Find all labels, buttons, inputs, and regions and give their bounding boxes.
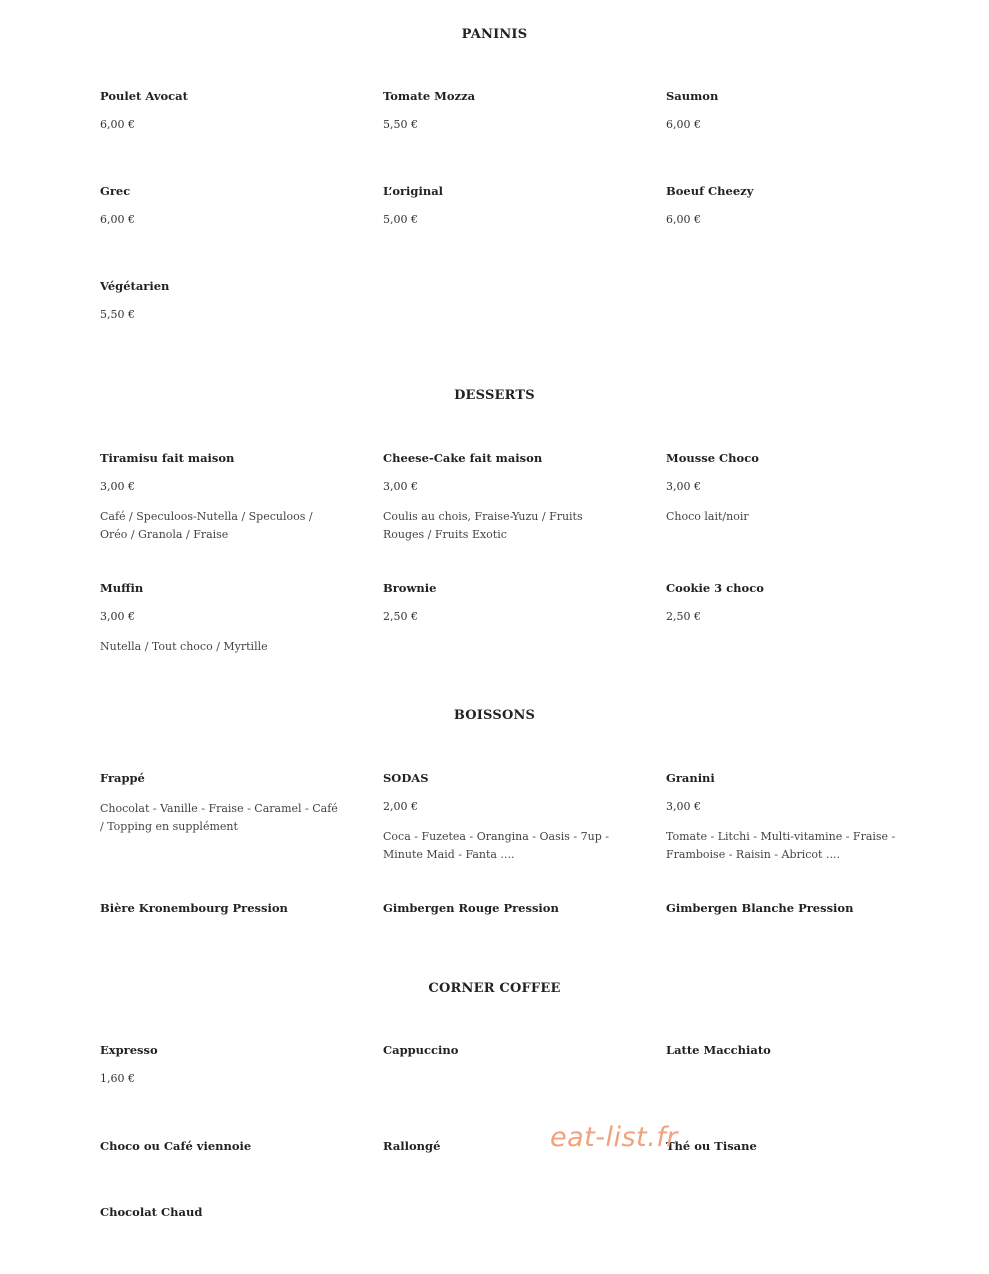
item-name: Boeuf Cheezy [666,184,754,198]
section-title-boissons: BOISSONS [453,708,536,723]
item-price: 2,50 € [383,610,418,623]
item-price: 3,00 € [100,480,135,493]
menu-item [666,184,906,227]
item-description: Tomate - Litchi - Multi-vitamine - Fraise - Framboise - Raisin - Abricot .... [666,830,896,861]
item-name: Latte Macchiato [666,1043,771,1057]
menu-item [100,771,340,836]
item-price: 6,00 € [666,118,701,131]
menu-item [383,1043,623,1058]
section-title-corner-coffee: CORNER COFFEE [428,981,561,996]
item-name: L’original [383,184,444,198]
menu-item [383,901,623,916]
menu-item [666,89,906,132]
item-name: Thé ou Tisane [666,1139,757,1153]
item-name: Brownie [383,581,437,595]
item-name: Bière Kronembourg Pression [100,901,288,915]
menu-item [383,184,623,227]
item-price: 1,60 € [100,1072,135,1085]
item-name: Mousse Choco [666,451,759,465]
item-price: 6,00 € [100,118,135,131]
menu-item [100,1139,340,1154]
item-price: 5,50 € [100,308,135,321]
menu-item [100,279,340,322]
item-name: Choco ou Café viennoie [100,1139,252,1153]
item-name: Frappé [100,771,145,785]
menu-item [666,451,906,526]
item-price: 3,00 € [100,610,135,623]
item-name: SODAS [383,771,429,785]
menu-item [100,1205,340,1220]
menu-item [666,1139,906,1154]
item-description: Coca - Fuzetea - Orangina - Oasis - 7up - Minute Maid - Fanta .... [383,830,609,861]
menu-item [100,451,340,544]
item-name: Rallongé [383,1139,441,1153]
item-name: Gimbergen Rouge Pression [383,901,559,915]
item-price: 6,00 € [100,213,135,226]
item-price: 6,00 € [666,213,701,226]
section-title-desserts: DESSERTS [454,388,535,403]
section-title-paninis: PANINIS [461,27,528,42]
item-name: Végétarien [100,279,170,293]
menu-item [666,1043,906,1058]
item-name: Saumon [666,89,719,103]
item-name: Grec [100,184,131,198]
menu-item [383,771,623,864]
item-price: 2,00 € [383,800,418,813]
item-price: 5,00 € [383,213,418,226]
item-name: Granini [666,771,715,785]
menu-item [383,451,623,544]
item-price: 3,00 € [666,800,701,813]
menu-item [100,581,340,656]
item-name: Gimbergen Blanche Pression [666,901,854,915]
item-description: Coulis au chois, Fraise-Yuzu / Fruits Rouges / Fruits Exotic [383,510,583,541]
menu-item [383,581,623,624]
item-name: Poulet Avocat [100,89,188,103]
watermark: eat-list.fr [550,1122,678,1153]
item-name: Tomate Mozza [383,89,476,103]
item-description: Chocolat - Vanille - Fraise - Caramel - Café / Topping en supplément [100,802,338,833]
item-price: 3,00 € [383,480,418,493]
item-description: Choco lait/noir [666,510,749,523]
item-description: Nutella / Tout choco / Myrtille [100,640,268,653]
item-name: Expresso [100,1043,158,1057]
item-name: Muffin [100,581,144,595]
menu-item [666,581,906,624]
menu-item [100,184,340,227]
item-description: Café / Speculoos-Nutella / Speculoos / Oréo / Granola / Fraise [100,510,313,541]
item-name: Tiramisu fait maison [100,451,235,465]
item-name: Cheese-Cake fait maison [383,451,543,465]
menu-item [100,1043,340,1086]
menu-item [100,901,340,916]
item-name: Chocolat Chaud [100,1205,203,1219]
item-price: 5,50 € [383,118,418,131]
item-price: 2,50 € [666,610,701,623]
item-name: Cappuccino [383,1043,459,1057]
item-price: 3,00 € [666,480,701,493]
menu-item [666,901,906,916]
menu-item [666,771,906,864]
item-name: Cookie 3 choco [666,581,764,595]
menu-item [100,89,340,132]
menu-item [383,89,623,132]
